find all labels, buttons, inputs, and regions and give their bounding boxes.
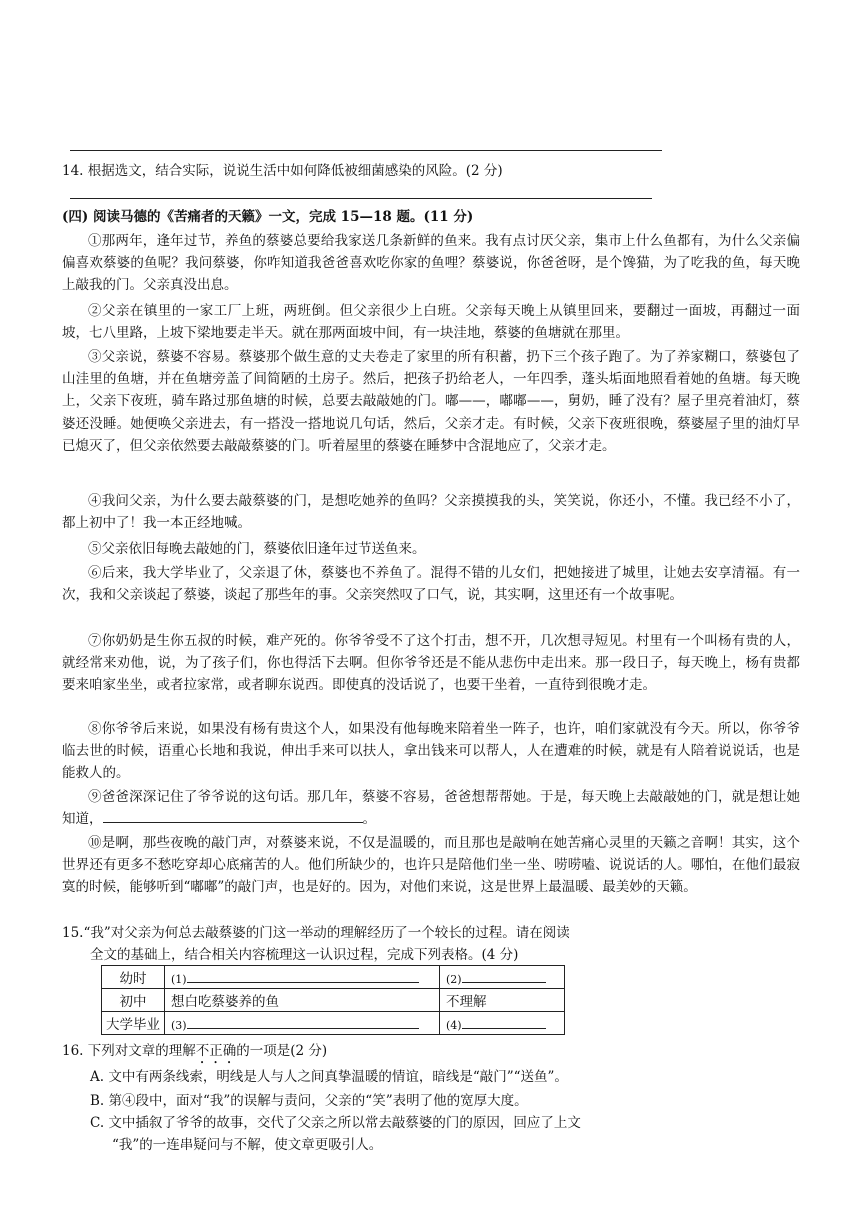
table-cell: 初中 [102, 989, 165, 1012]
answer-cell[interactable]: (1) [165, 966, 440, 989]
paragraph-6: ⑥后来，我大学毕业了，父亲退了休，蔡婆也不养鱼了。混得不错的儿女们，把她接进了城里，让她去安享清福。有一次，我和父亲谈起了蔡婆，谈起了那些年的事。父亲突然叹了口气，说，其实啊，这里还有一个故事呢。 [62, 565, 800, 604]
option-a[interactable]: A. 文中有两条线索，明线是人与人之间真挚温暖的情谊，暗线是“敲门”“送鱼”。 [90, 1069, 568, 1085]
question-14: 14. 根据选文，结合实际，说说生活中如何降低被细菌感染的风险。(2 分) [62, 163, 503, 179]
answer-line [70, 150, 662, 151]
option-c[interactable]: C. 文中插叙了爷爷的故事，交代了父亲之所以常去敲蔡婆的门的原因，回应了上文 [90, 1115, 581, 1131]
answer-cell[interactable]: (3) [165, 1012, 440, 1035]
question-15-line1: 15.“我”对父亲为何总去敲蔡婆的门这一举动的理解经历了一个较长的过程。请在阅读 [62, 925, 570, 941]
answer-cell[interactable]: (4) [440, 1012, 565, 1035]
question-15-line2: 全文的基础上，结合相关内容梳理这一认识过程，完成下列表格。(4 分) [90, 947, 519, 963]
paragraph-9 [62, 786, 800, 830]
paragraph-9-text: ⑨爸爸深深记住了爷爷说的这句话。那几年，蔡婆不容易，爸爸想帮帮她。于是，每天晚上去敲敲她的门，就是想让她知道， [62, 789, 800, 828]
table-cell: 不理解 [440, 989, 565, 1012]
paragraph-7: ⑦你奶奶是生你五叔的时候，难产死的。你爷爷受不了这个打击，想不开，几次想寻短见。村里有一个叫杨有贵的人，就经常来劝他，说，为了孩子们，你也得活下去啊。但你爷爷还是不能从悲伤中走出来。那一段日子，每天晚上，杨有贵都要来咱家坐坐，或者拉家常，或者聊东说西。即使真的没话说了，也要干坐着，一直待到很晚才走。 [62, 633, 800, 694]
understanding-table [101, 965, 565, 1035]
emphasis-text: 不正确 [195, 1043, 237, 1059]
paragraph-10: ⑩是啊，那些夜晚的敲门声，对蔡婆来说，不仅是温暖的，而且那也是敲响在她苦痛心灵里的天籁之音啊！其实，这个世界还有更多不愁吃穿却心底痛苦的人。他们所缺少的，也许只是陪他们坐一坐、唠唠嗑、说说话的人。哪怕，在他们最寂寞的时候，能够听到“嘟嘟”的敲门声，也是好的。因为，对他们来说，这是世界上最温暖、最美妙的天籁。 [62, 835, 800, 896]
paragraph-5: ⑤父亲依旧每晚去敲她的门，蔡婆依旧逢年过节送鱼来。 [88, 541, 426, 557]
answer-cell[interactable]: (2) [440, 966, 565, 989]
table-cell: 幼时 [102, 966, 165, 989]
section-heading: (四) 阅读马德的《苦痛者的天籁》一文，完成 15—18 题。(11 分) [62, 209, 474, 225]
question-16: 16. 下列对文章的理解不正确的一项是(2 分) [62, 1043, 328, 1059]
table-row [102, 1012, 565, 1035]
paragraph-3: ③父亲说，蔡婆不容易。蔡婆那个做生意的丈夫卷走了家里的所有积蓄，扔下三个孩子跑了。为了养家糊口，蔡婆包了山洼里的鱼塘，并在鱼塘旁盖了间简陋的土房子。然后，把孩子扔给老人，一年四季，蓬头垢面地照看着她的鱼塘。每天晚上，父亲下夜班，骑车路过那鱼塘的时候，总要去敲敲她的门。嘟——，嘟嘟——，舅奶，睡了没有？屋子里亮着油灯，蔡婆还没睡。她便唤父亲进去，有一搭没一搭地说几句话，然后，父亲才走。有时候，父亲下夜班很晚，蔡婆屋子里的油灯早已熄灭了，但父亲依然要去敲敲蔡婆的门。听着屋里的蔡婆在睡梦中含混地应了，父亲才走。 [62, 349, 800, 454]
option-c-continued: “我”的一连串疑问与不解，使文章更吸引人。 [112, 1137, 383, 1153]
option-b[interactable]: B. 第④段中，面对“我”的误解与责问，父亲的“笑”表明了他的宽厚大度。 [90, 1093, 528, 1109]
paragraph-2: ②父亲在镇里的一家工厂上班，两班倒。但父亲很少上白班。父亲每天晚上从镇里回来，要翻过一面坡，再翻过一面坡，七八里路，上坡下梁地要走半天。就在那两面坡中间，有一块洼地，蔡婆的鱼塘就在那里。 [62, 303, 800, 342]
table-cell: 大学毕业 [102, 1012, 165, 1035]
table-cell: 想白吃蔡婆养的鱼 [165, 989, 440, 1012]
table-row [102, 966, 565, 989]
paragraph-8: ⑧你爷爷后来说，如果没有杨有贵这个人，如果没有他每晚来陪着坐一阵子，也许，咱们家就没有今天。所以，你爷爷临去世的时候，语重心长地和我说，伸出手来可以扶人，拿出钱来可以帮人，人在遭难的时候，就是有人陪着说说话，也是能救人的。 [62, 721, 800, 782]
fill-blank-line[interactable] [103, 808, 363, 823]
paragraph-4: ④我问父亲，为什么要去敲蔡婆的门，是想吃她养的鱼吗？父亲摸摸我的头，笑笑说，你还小，不懂。我已经不小了，都上初中了！我一本正经地喊。 [62, 493, 800, 532]
paragraph-1: ①那两年，逢年过节，养鱼的蔡婆总要给我家送几条新鲜的鱼来。我有点讨厌父亲，集市上什么鱼都有，为什么父亲偏偏喜欢蔡婆的鱼呢？我问蔡婆，你咋知道我爸爸喜欢吃你家的鱼哩？蔡婆说，你爸爸呀，是个馋猫，为了吃我的鱼，每天晚上敲我的门。父亲真没出息。 [62, 233, 800, 294]
paragraph-9-end: 。 [362, 811, 376, 828]
answer-line [70, 198, 652, 199]
table-row [102, 989, 565, 1012]
